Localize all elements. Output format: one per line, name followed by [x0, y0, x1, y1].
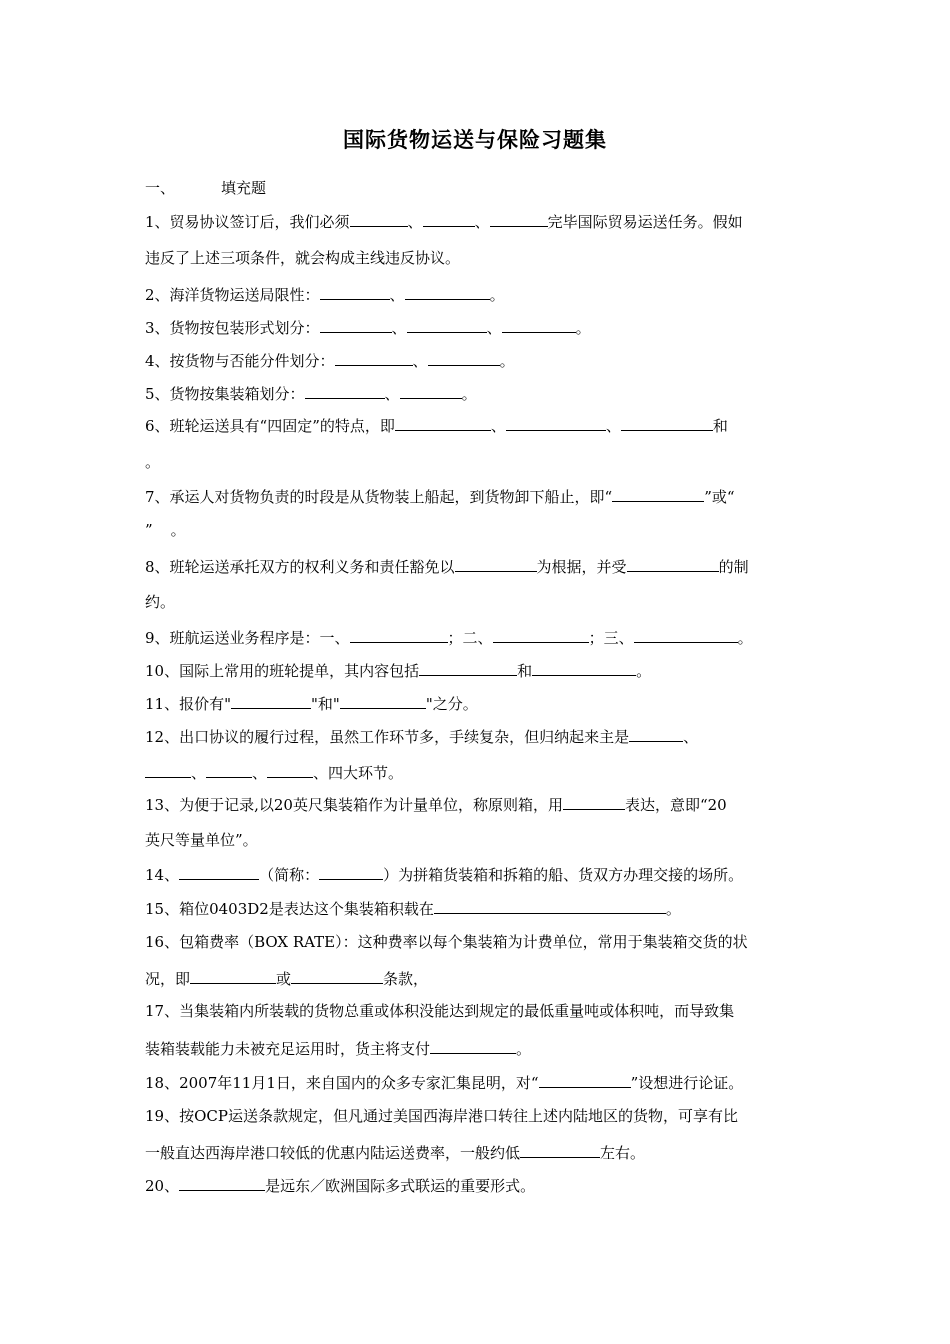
question-19: 19、按OCP运送条款规定，但凡通过美国西海岸港口转往上述内陆地区的货物，可享有比 [145, 1107, 738, 1125]
question-text: ）为拼箱货装箱和拆箱的船、货双方办理交接的场所。 [383, 866, 744, 884]
question-text: 7、承运人对货物负责的时段是从货物装上船起，到货物卸下船止，即“ [145, 488, 613, 506]
question-15 [145, 898, 681, 919]
question-text: ” [145, 521, 153, 539]
question-text: 、 [252, 764, 268, 782]
question-text: 18、2007年11月1日，来自国内的众多专家汇集昆明，对“ [145, 1074, 539, 1092]
question-text: 完毕国际贸易运送任务。假如 [547, 213, 743, 231]
answer-blank[interactable] [206, 762, 252, 778]
question-text: 是远东／欧洲国际多式联运的重要形式。 [265, 1177, 536, 1195]
question-text: 。 [499, 352, 515, 370]
question-text: 左右。 [600, 1144, 646, 1162]
question-text: 3、货物按包装形式划分： [145, 319, 320, 337]
question-17-cont [145, 1038, 531, 1059]
answer-blank[interactable] [629, 726, 683, 742]
question-text: 的制 [718, 558, 749, 576]
answer-blank[interactable] [179, 864, 259, 880]
answer-blank[interactable] [179, 1175, 265, 1191]
question-text: ；二、 [447, 629, 493, 647]
answer-blank[interactable] [231, 693, 311, 709]
question-18 [145, 1072, 743, 1093]
question-text: 。 [636, 662, 652, 680]
question-4 [145, 350, 515, 371]
question-3 [145, 317, 591, 338]
question-text: 15、箱位0403D2是表达这个集装箱积载在 [145, 900, 434, 918]
section-heading [145, 178, 266, 198]
question-text: 6、班轮运送具有“四固定”的特点，即 [145, 417, 395, 435]
answer-blank[interactable] [407, 317, 487, 333]
question-text: 为根据，并受 [536, 558, 627, 576]
question-text: 14、 [145, 866, 180, 884]
question-text: （简称： [259, 866, 320, 884]
answer-blank[interactable] [520, 1142, 600, 1158]
question-text: 、 [407, 213, 423, 231]
answer-blank[interactable] [335, 350, 413, 366]
question-text: 、 [490, 417, 506, 435]
question-text: 12、出口协议的履行过程，虽然工作环节多，手续复杂，但归纳起来主是 [145, 728, 630, 746]
question-12 [145, 726, 698, 747]
answer-blank[interactable] [612, 486, 704, 502]
question-20 [145, 1175, 535, 1196]
question-6-cont: 。 [145, 453, 161, 471]
question-19-cont [145, 1142, 645, 1163]
answer-blank[interactable] [340, 693, 426, 709]
question-text: "和" [311, 695, 340, 713]
answer-blank[interactable] [634, 627, 738, 643]
answer-blank[interactable] [190, 968, 276, 984]
question-text: 、四大环节。 [313, 764, 404, 782]
document-title: 国际货物运送与保险习题集 [343, 128, 607, 152]
question-8-cont: 约。 [145, 593, 176, 611]
question-text: 装箱装载能力未被充足运用时，货主将支付 [145, 1040, 431, 1058]
question-text: 或 [276, 970, 292, 988]
section-number: 一、 [145, 179, 176, 197]
answer-blank[interactable] [502, 317, 576, 333]
question-text: ；三、 [588, 629, 634, 647]
question-text: 和 [517, 662, 533, 680]
question-text: 。 [665, 900, 681, 918]
question-text: 表达，意即“20 [624, 796, 727, 814]
answer-blank[interactable] [320, 317, 392, 333]
question-7-cont [145, 520, 186, 540]
answer-blank[interactable] [291, 968, 383, 984]
answer-blank[interactable] [350, 627, 448, 643]
answer-blank[interactable] [563, 794, 625, 810]
question-text: 2、海洋货物运送局限性： [145, 286, 320, 304]
question-text: 9、班航运送业务程序是：一、 [145, 629, 350, 647]
question-text: 。 [489, 286, 505, 304]
answer-blank[interactable] [395, 415, 491, 431]
question-text: 条款， [383, 970, 429, 988]
question-text: 8、班轮运送承托双方的权利义务和责任豁免以 [145, 558, 455, 576]
question-text: 、 [389, 286, 405, 304]
question-text: 。 [461, 385, 477, 403]
answer-blank[interactable] [490, 211, 548, 227]
question-8 [145, 556, 749, 577]
question-text: 、 [391, 319, 407, 337]
answer-blank[interactable] [405, 284, 490, 300]
question-1-cont: 违反了上述三项条件，就会构成主线违反协议。 [145, 249, 461, 267]
answer-blank[interactable] [493, 627, 589, 643]
question-text: 20、 [145, 1177, 180, 1195]
question-text: 、 [191, 764, 207, 782]
question-text: 4、按货物与否能分件划分： [145, 352, 335, 370]
answer-blank[interactable] [455, 556, 537, 572]
answer-blank[interactable] [532, 660, 636, 676]
question-text: "之分。 [425, 695, 478, 713]
question-text: 1、贸易协议签订后，我们必须 [145, 213, 350, 231]
answer-blank[interactable] [319, 864, 383, 880]
question-10 [145, 660, 651, 681]
question-text: 11、报价有" [145, 695, 231, 713]
question-7 [145, 486, 735, 507]
answer-blank[interactable] [320, 284, 390, 300]
question-text: 、 [486, 319, 502, 337]
question-text: 。 [516, 1040, 532, 1058]
question-text: 。 [737, 629, 753, 647]
question-5 [145, 383, 477, 404]
answer-blank[interactable] [350, 211, 408, 227]
answer-blank[interactable] [627, 556, 719, 572]
question-text: 、 [384, 385, 400, 403]
question-2 [145, 284, 505, 305]
question-text: 和 [712, 417, 728, 435]
question-text: 、 [683, 728, 699, 746]
answer-blank[interactable] [430, 1038, 516, 1054]
question-16: 16、包箱费率（BOX RATE）：这种费率以每个集装箱为计费单位，常用于集装箱交货的状 [145, 933, 748, 951]
answer-blank[interactable] [419, 660, 517, 676]
question-text: 、 [605, 417, 621, 435]
answer-blank[interactable] [145, 762, 191, 778]
question-text: 、 [412, 352, 428, 370]
answer-blank[interactable] [428, 350, 500, 366]
question-text: 10、国际上常用的班轮提单，其内容包括 [145, 662, 420, 680]
question-1 [145, 211, 743, 232]
question-13 [145, 794, 727, 815]
question-9 [145, 627, 753, 648]
question-14 [145, 864, 743, 885]
question-text: 。 [575, 319, 591, 337]
answer-blank[interactable] [305, 383, 385, 399]
section-label: 填充题 [221, 179, 267, 197]
answer-blank[interactable] [267, 762, 313, 778]
question-text: 。 [170, 521, 186, 539]
question-text: 5、货物按集装箱划分： [145, 385, 305, 403]
question-text: 13、为便于记录,以20英尺集装箱作为计量单位，称原则箱，用 [145, 796, 563, 814]
question-text: 、 [474, 213, 490, 231]
answer-blank[interactable] [423, 211, 475, 227]
question-11 [145, 693, 478, 714]
question-13-cont: 英尺等量单位”。 [145, 831, 258, 849]
question-16-cont [145, 968, 428, 989]
question-6 [145, 415, 728, 436]
question-text: 况，即 [145, 970, 191, 988]
question-text: ”设想进行论证。 [630, 1074, 744, 1092]
question-12-cont [145, 762, 403, 783]
question-17: 17、当集装箱内所装载的货物总重或体积没能达到规定的最低重量吨或体积吨，而导致集 [145, 1002, 735, 1020]
question-text: 一般直达西海岸港口较低的优惠内陆运送费率，一般约低 [145, 1144, 521, 1162]
question-text: ”或“ [704, 488, 735, 506]
answer-blank[interactable] [621, 415, 713, 431]
answer-blank[interactable] [434, 898, 666, 914]
answer-blank[interactable] [400, 383, 462, 399]
answer-blank[interactable] [506, 415, 606, 431]
answer-blank[interactable] [539, 1072, 631, 1088]
